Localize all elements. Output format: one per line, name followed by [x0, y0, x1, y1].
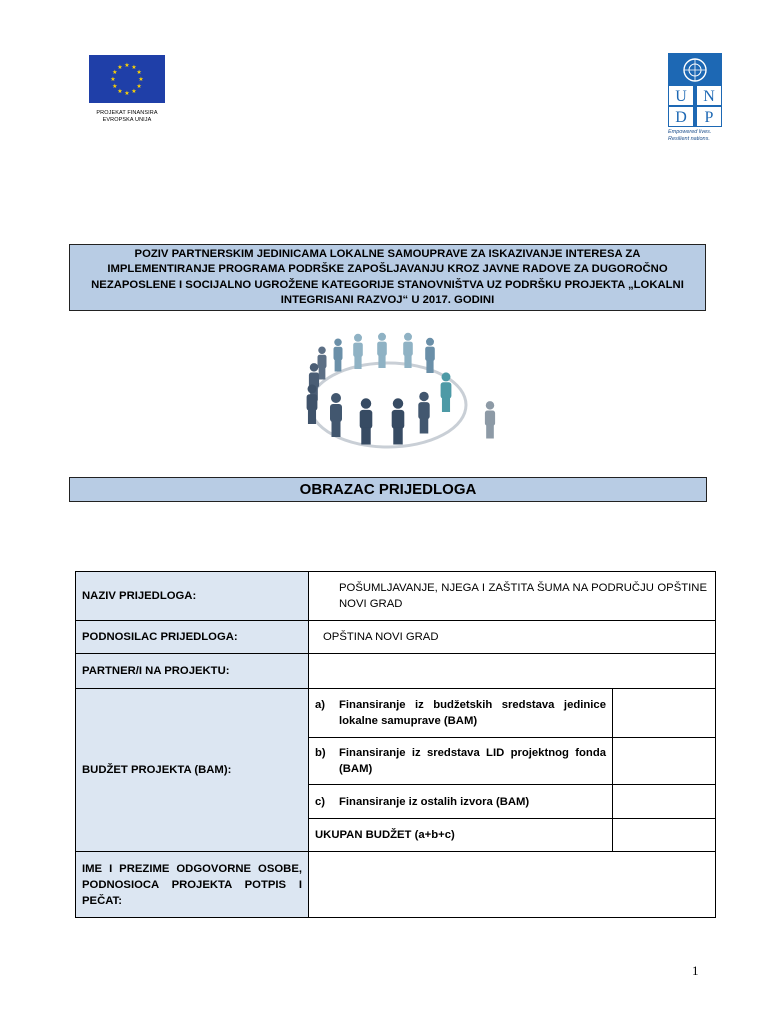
eu-caption-line1: PROJEKAT FINANSIRA: [96, 110, 158, 116]
eu-star-icon: ★: [131, 63, 137, 71]
page-number: 1: [692, 963, 699, 978]
budget-item-b-text: Finansiranje iz sredstava LID projektnog fonda (BAM): [339, 747, 606, 775]
person-figure-icon: [307, 384, 318, 424]
budget-item-c-value[interactable]: [613, 785, 716, 819]
budget-item-a-text: Finansiranje iz budžetskih sredstava jedinice lokalne samuprave (BAM): [339, 699, 606, 727]
eu-caption-line2: EVROPSKA UNIJA: [102, 117, 152, 123]
person-figure-icon: [441, 372, 452, 412]
ukupan-label: UKUPAN BUDŽET (a+b+c): [309, 819, 613, 852]
budget-item-a: [309, 689, 613, 738]
eu-star-icon: ★: [124, 90, 130, 97]
form-title-box: [69, 477, 707, 502]
row-naziv: [76, 572, 716, 621]
eu-star-icon: ★: [110, 76, 116, 83]
ukupan-value[interactable]: [613, 819, 716, 852]
eu-star-icon: ★: [124, 62, 130, 69]
people-circle-icon: [300, 327, 512, 455]
eu-star-icon: ★: [136, 83, 142, 90]
row-partner: [76, 654, 716, 689]
eu-caption: [89, 110, 165, 124]
proposal-form-table: [75, 571, 716, 918]
person-figure-icon: [418, 392, 429, 434]
row-odgovorna: [76, 852, 716, 918]
person-figure-icon: [425, 338, 435, 373]
partner-value[interactable]: [309, 654, 716, 689]
undp-letter-d: D: [675, 109, 687, 126]
budget-item-b-value[interactable]: [613, 738, 716, 785]
row-podnosilac: [76, 621, 716, 654]
budget-item-b-letter: b): [315, 747, 326, 759]
undp-logo-icon: [668, 53, 722, 127]
form-title: OBRAZAC PRIJEDLOGA: [299, 481, 477, 498]
podnosilac-label: PODNOSILAC PRIJEDLOGA:: [76, 621, 309, 654]
budzet-label: BUDŽET PROJEKTA (BAM):: [76, 689, 309, 852]
person-figure-icon: [334, 339, 343, 372]
partner-label: PARTNER/I NA PROJEKTU:: [76, 654, 309, 689]
naziv-label: NAZIV PRIJEDLOGA:: [76, 572, 309, 621]
eu-flag-icon: [89, 55, 165, 103]
eu-star-icon: ★: [136, 69, 142, 76]
undp-letter-n: N: [703, 88, 715, 105]
undp-letter-p: P: [704, 109, 714, 126]
person-figure-icon: [485, 401, 495, 438]
odgovorna-label: IME I PREZIME ODGOVORNE OSOBE, PODNOSIOCA PROJEKTA POTPIS I PEČAT:: [76, 852, 309, 918]
call-title: POZIV PARTNERSKIM JEDINICAMA LOKALNE SAMOUPRAVE ZA ISKAZIVANJE INTERESA ZA IMPLEMENTIRANJE PROGRAMA PODRŠKE ZAPOŠLJAVANJU KROZ JAVNE RADOVE ZA DUGOROČNO NEZAPOSLENE I SOCIJALNO UGROŽENE KATEGORIJE STANOVNIŠTVA UZ PODRŠKU PROJEKTA „LOKALNI INTEGRISANI RAZVOJ“ U 2017. GODINI: [91, 247, 684, 306]
budget-item-c-text: Finansiranje iz ostalih izvora (BAM): [339, 795, 530, 808]
odgovorna-value[interactable]: [309, 852, 716, 918]
call-title-box: [69, 244, 706, 311]
eu-logo: [89, 55, 165, 124]
naziv-value[interactable]: POŠUMLJAVANJE, NJEGA I ZAŠTITA ŠUMA NA PODRUČJU OPŠTINE NOVI GRAD: [309, 572, 716, 621]
row-budget-a: [76, 689, 716, 738]
eu-star-icon: ★: [112, 69, 118, 76]
podnosilac-value[interactable]: OPŠTINA NOVI GRAD: [309, 621, 716, 654]
eu-star-icon: ★: [138, 76, 144, 83]
budget-item-c: [309, 785, 613, 819]
person-figure-icon: [377, 333, 387, 368]
person-figure-icon: [330, 393, 342, 437]
eu-star-icon: ★: [112, 83, 118, 90]
undp-tagline: Empowered lives. Resilient nations.: [668, 129, 712, 142]
eu-star-icon: ★: [131, 88, 137, 96]
undp-letter-u: U: [675, 88, 687, 105]
person-figure-icon: [403, 333, 413, 368]
person-figure-icon: [353, 334, 363, 369]
person-figure-icon: [392, 398, 405, 444]
budget-item-a-letter: a): [315, 699, 326, 711]
budget-item-b: [309, 738, 613, 785]
budget-item-a-value[interactable]: [613, 689, 716, 738]
eu-star-icon: ★: [117, 63, 123, 71]
budget-item-c-letter: c): [315, 795, 326, 808]
person-figure-icon: [360, 398, 373, 444]
undp-logo: [668, 53, 722, 142]
eu-star-icon: ★: [117, 88, 123, 96]
